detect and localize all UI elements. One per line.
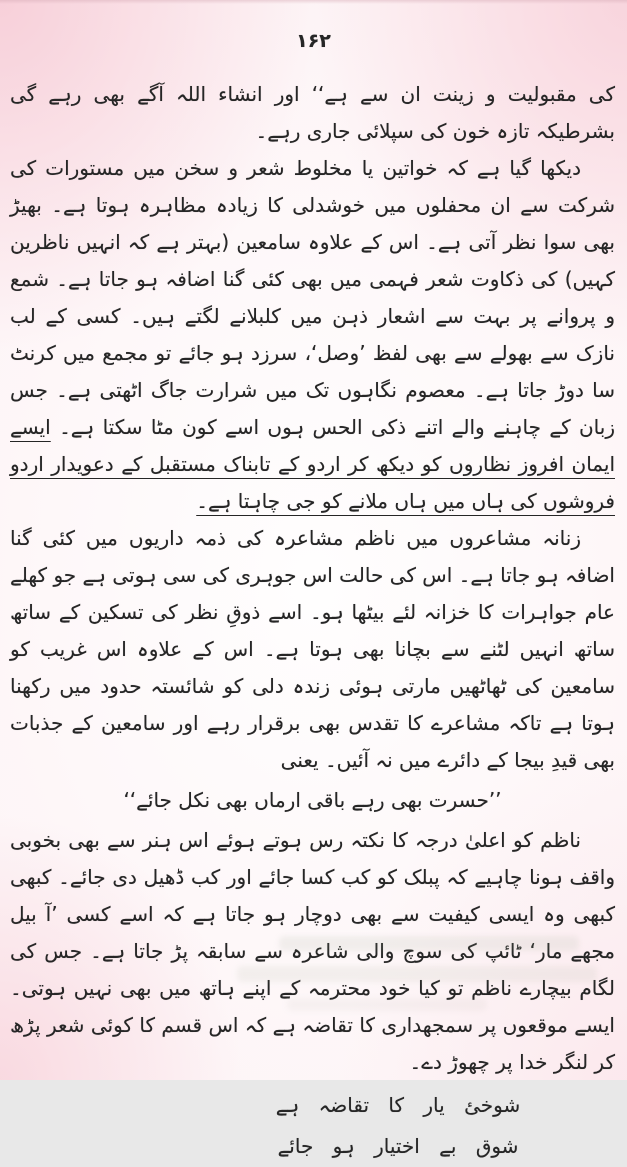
paragraph-mixed-mushaira-text: دیکھا گیا ہے کہ خواتین یا مخلوط شعر و سخن میں مستورات کی شرکت سے ان محفلوں میں خوشدلی کا زیادہ مظاہرہ ہوتا ہے۔ بھیڑ بھی سوا نظر آتی ہے۔ اس کے علاوہ سامعین (بہتر ہے کہ انہیں ناظرین کہیں) کی ذکاوت شعر فہمی میں بھی کئی گنا اضافہ ہو جاتا ہے۔ شمع و پروانے پر بہت سے اشعار ذہن میں کلبلانے لگتے ہیں۔ کسی کے لب نازک سے بھولے سے بھی لفظ ’وصل‘، سرزد ہو جائے تو مجمع میں کرنٹ سا دوڑ جاتا ہے۔ معصوم نگاہوں تک میں شرارت جاگ اٹھتی ہے۔ جس زبان کے چاہنے والے اتنے ذکی الحس ہوں اسے کون مٹا سکتا ہے۔: [10, 156, 616, 439]
paragraph-continuation-text: کی مقبولیت و زینت ان سے ہے‘‘ اور انشاء اللہ آگے بھی رہے گی بشرطیکہ تازہ خون کی سپلائی جاری رہے۔: [10, 82, 615, 143]
couplet-line-1: شوخئ یار کا تقاضہ ہے: [275, 1093, 521, 1117]
page-number: ۱۶۲: [296, 30, 331, 52]
closing-couplet: [233, 1085, 563, 1167]
paragraph-nazim-skill-text: ناظم کو اعلیٰ درجہ کا نکتہ رس ہوتے ہوئے اس ہنر سے بھی بخوبی واقف ہونا چاہیے کہ پبلک کو کب کسا جائے اور کب ڈھیل دی جائے۔ کبھی کبھی وہ ایسی کیفیت سے بھی دوچار ہو جاتا ہے کہ اسے کسی ’آ بیل مجھے مار‘ ٹائپ کی سوچ والی شاعرہ سے سابقہ پڑ جاتا ہے۔ جس کی لگام بیچارے ناظم تو کیا خود محترمہ کے اپنے ہاتھ میں بھی نہیں ہوتی۔ ایسے موقعوں پر سمجھداری کا تقاضہ ہے کہ اس قسم کا کوئی شعر پڑھ کر لنگر خدا پر چھوڑ دے۔: [10, 828, 615, 1074]
quoted-verse: ’’حسرت بھی رہے باقی ارماں بھی نکل جائے‘‘: [123, 788, 502, 812]
paragraph-nazim-skill: [10, 822, 615, 1081]
paragraph-continuation: [10, 76, 615, 150]
underlined-passage: ایسے ایمان افروز نظاروں کو دیکھ کر اردو کے تابناک مستقبل کے دعویدار اردو فروشوں کی ہاں میں ہاں ملانے کو جی چاہتا ہے۔: [10, 415, 615, 513]
couplet-line-2: شوق بے اختیار ہو جائے: [277, 1134, 519, 1158]
paragraph-mixed-mushaira: [10, 150, 615, 520]
paragraph-nazim-duties-text: زنانہ مشاعروں میں ناظم مشاعرہ کی ذمہ داریوں میں کئی گنا اضافہ ہو جاتا ہے۔ اس کی حالت اس جوہری کی سی ہوتی ہے جو کھلے عام جواہرات کا خزانہ لئے بیٹھا ہو۔ اسے ذوقِ نظر کی تسکین کے ساتھ ساتھ انہیں لٹنے سے بچانا بھی ہوتا ہے۔ اس کے علاوہ اس غریب کو سامعین کی ٹھاٹھیں مارتی ہوئی زندہ دلی کو شائستہ حدود میں رکھنا ہوتا ہے تاکہ مشاعرے کا تقدس بھی برقرار رہے اور سامعین کے جذبات بھی قیدِ بیجا کے دائرے میں نہ آئیں۔ یعنی: [10, 526, 615, 772]
body-text: [10, 76, 615, 1167]
paragraph-nazim-duties: [10, 520, 615, 779]
